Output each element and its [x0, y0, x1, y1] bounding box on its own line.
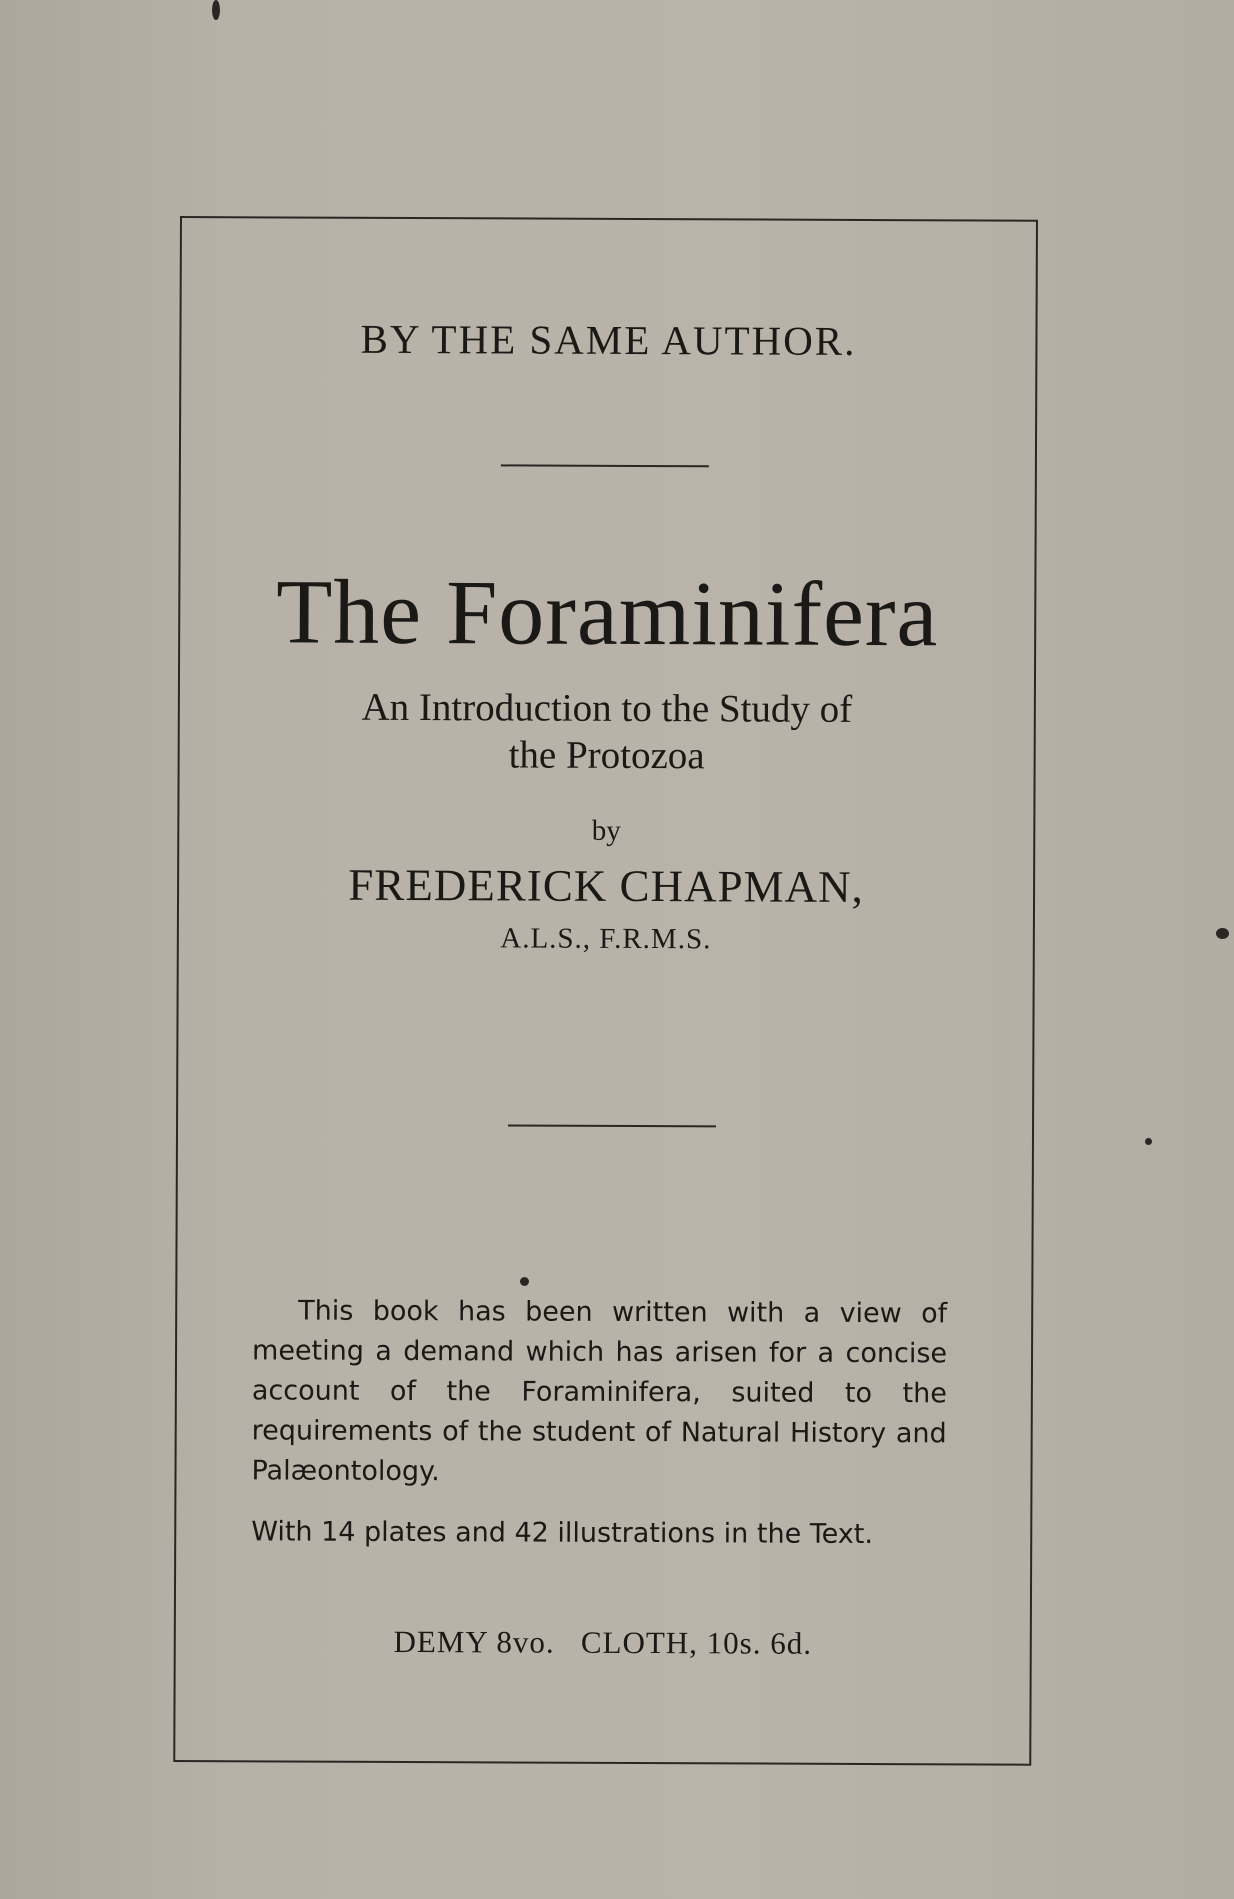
by-line: by: [591, 814, 621, 847]
author-credentials: A.L.S., F.R.M.S.: [500, 922, 712, 956]
same-author-heading: BY THE SAME AUTHOR.: [360, 315, 857, 364]
illustrations-note: With 14 plates and 42 illustrations in the Text.: [251, 1516, 874, 1551]
ink-spot: [1145, 1138, 1152, 1145]
book-description: This book has been written with a view of meeting a demand which has arisen for a concise account of the Foraminifera, suited to the requirements of the student of Natural History and Palæontology.: [251, 1295, 948, 1488]
book-subtitle: [180, 683, 1034, 781]
author-name: FREDERICK CHAPMAN,: [348, 859, 864, 912]
advertisement-frame: [173, 216, 1038, 1766]
ink-spot: [1216, 928, 1229, 939]
book-title: The Foraminifera: [275, 560, 939, 666]
price-text: DEMY 8vo. CLOTH, 10s. 6d.: [393, 1623, 813, 1661]
subtitle-line-1: An Introduction to the Study of: [361, 685, 853, 731]
subtitle-line-2: the Protozoa: [508, 733, 705, 778]
divider-bottom: [508, 1124, 716, 1127]
divider-top: [501, 464, 709, 467]
format-and-price: [176, 1623, 1030, 1663]
ink-spot: [212, 0, 220, 20]
